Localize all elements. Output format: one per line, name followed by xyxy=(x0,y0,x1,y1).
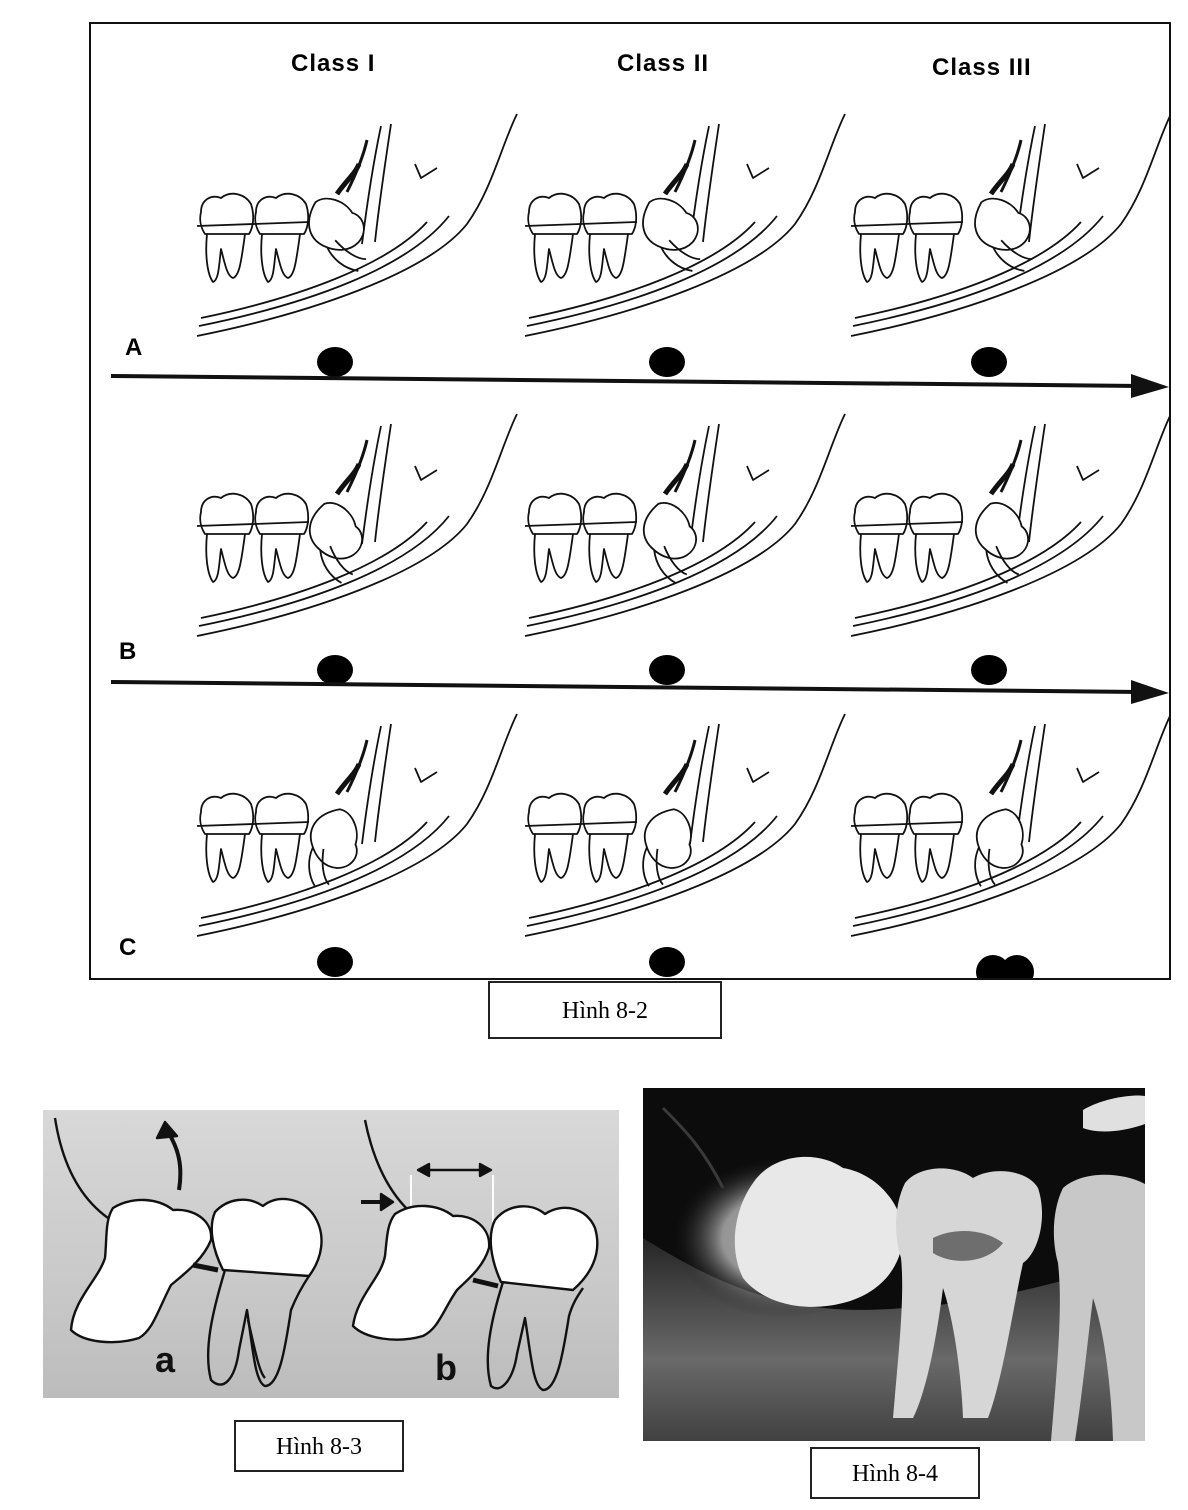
soft-tissue-line-a xyxy=(55,1118,108,1218)
tooth-cell-a-1 xyxy=(197,114,517,377)
arrow-head-a xyxy=(157,1122,177,1138)
column-header-class-2: Class II xyxy=(617,50,710,77)
depth-marker-dot xyxy=(317,655,353,685)
row-label-a: A xyxy=(125,334,143,361)
impacted-molar-b xyxy=(353,1206,489,1340)
impacted-tooth-illustration xyxy=(43,1110,619,1398)
arrow-curve-a xyxy=(168,1132,180,1190)
depth-marker-dot xyxy=(317,347,353,377)
tooth-cell-c-2 xyxy=(525,714,845,977)
row-separator-arrowhead-2 xyxy=(1131,680,1169,704)
tooth-cell-b-3 xyxy=(851,414,1169,685)
caption-figure-8-3 xyxy=(234,1420,404,1472)
tooth-cell-b-2 xyxy=(525,414,845,685)
depth-marker-dot xyxy=(971,655,1007,685)
tooth-cell-a-2 xyxy=(525,114,845,377)
row-separator-arrow-1 xyxy=(111,376,1141,386)
tooth-diagram-grid xyxy=(91,24,1169,978)
impacted-molar-a xyxy=(71,1200,211,1342)
caption-text-8-2: Hình 8-2 xyxy=(562,998,648,1024)
row-separator-arrowhead-1 xyxy=(1131,374,1169,398)
second-molar-crown-b xyxy=(491,1206,598,1290)
column-header-class-3: Class III xyxy=(932,54,1032,81)
caption-text-8-3: Hình 8-3 xyxy=(276,1434,362,1460)
tooth-cell-c-1 xyxy=(197,714,517,977)
second-molar-crown-a xyxy=(212,1199,322,1276)
radiograph-image xyxy=(643,1088,1145,1441)
tooth-cell-a-3 xyxy=(851,114,1169,377)
panel-label-b: b xyxy=(435,1347,457,1388)
pell-gregory-classification-figure xyxy=(89,22,1171,980)
depth-marker-dot xyxy=(971,347,1007,377)
depth-marker-dot xyxy=(649,655,685,685)
caption-figure-8-2 xyxy=(488,981,722,1039)
column-header-class-1: Class I xyxy=(291,50,376,77)
tooth-cell-c-3 xyxy=(851,714,1169,978)
depth-marker-dot xyxy=(317,947,353,977)
caption-text-8-4: Hình 8-4 xyxy=(852,1461,938,1487)
tooth-cell-b-1 xyxy=(197,414,517,685)
impacted-third-molar-radiograph xyxy=(735,1157,903,1307)
depth-marker-dot xyxy=(649,947,685,977)
depth-marker-dot xyxy=(1000,955,1034,978)
row-label-c: C xyxy=(119,934,137,961)
second-molar-roots-a xyxy=(208,1270,309,1386)
second-molar-roots-b xyxy=(488,1282,583,1390)
caption-figure-8-4 xyxy=(810,1447,980,1499)
row-label-b: B xyxy=(119,638,137,665)
depth-marker-dot xyxy=(649,347,685,377)
panel-label-a: a xyxy=(155,1339,176,1380)
